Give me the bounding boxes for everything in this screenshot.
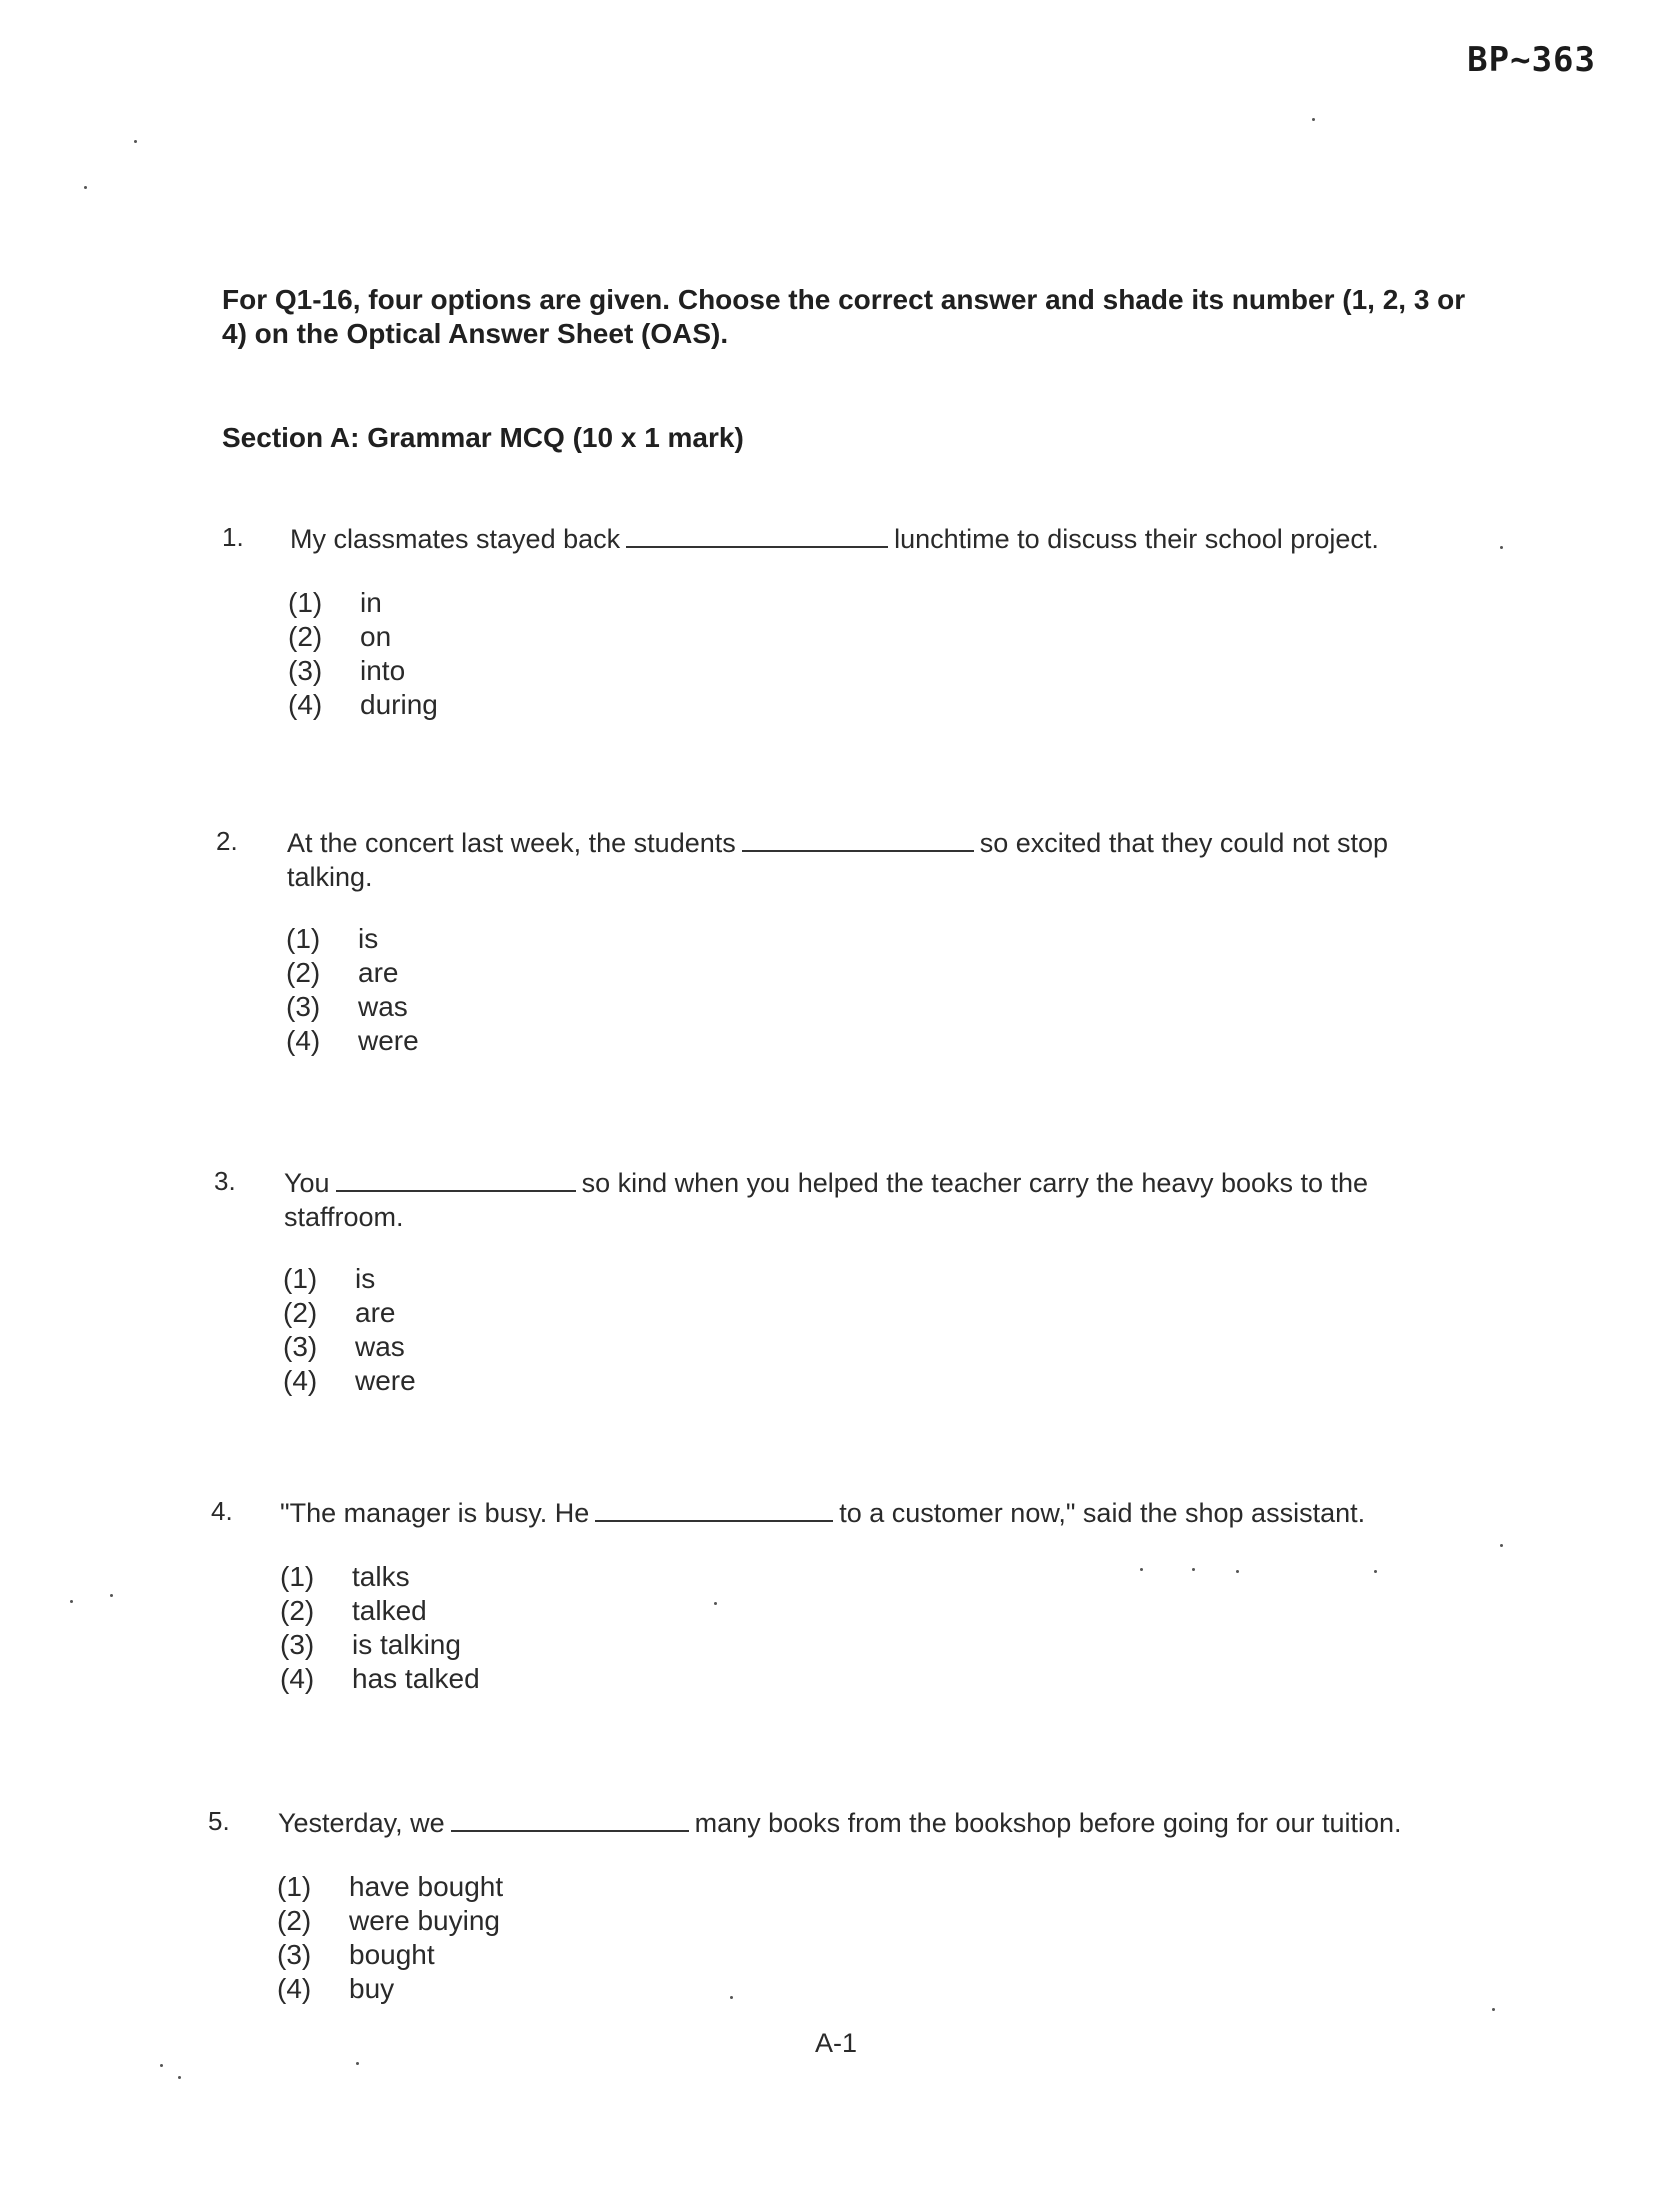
question-stem: Yesterday, we xyxy=(278,1808,445,1838)
option-text: talks xyxy=(352,1561,410,1592)
answer-blank xyxy=(742,832,974,852)
scan-speck xyxy=(714,1602,717,1605)
question-number: 1. xyxy=(222,522,244,552)
question-number: 2. xyxy=(216,826,238,856)
option-number: (4) xyxy=(286,1025,321,1056)
option-text: is xyxy=(355,1263,376,1294)
option-item xyxy=(280,1662,480,1696)
question-text xyxy=(287,826,1467,894)
option-item xyxy=(283,1262,416,1296)
option-item xyxy=(288,620,438,654)
option-item xyxy=(288,688,438,722)
option-text: during xyxy=(360,689,438,720)
option-number: (1) xyxy=(288,587,323,618)
option-number: (1) xyxy=(277,1871,312,1902)
question-stem: You xyxy=(284,1168,330,1198)
option-text: were buying xyxy=(349,1905,500,1936)
option-number: (2) xyxy=(286,957,321,988)
question-stem-end: many books from the bookshop before going for our tuition. xyxy=(694,1808,1402,1838)
options-list xyxy=(286,922,419,1058)
scan-speck xyxy=(160,2064,163,2067)
option-item xyxy=(280,1628,480,1662)
instructions: For Q1-16, four options are given. Choose the correct answer and shade its number (1, 2, 3 or 4) on the Optical Answer Sheet (OAS). xyxy=(222,284,1466,349)
answer-blank xyxy=(336,1172,576,1192)
option-item xyxy=(280,1560,480,1594)
option-item xyxy=(277,1972,503,2006)
answer-blank xyxy=(595,1502,833,1522)
scan-speck xyxy=(1500,546,1503,549)
scan-speck xyxy=(84,186,87,189)
question-stem: My classmates stayed back xyxy=(290,524,621,554)
option-item xyxy=(277,1904,503,1938)
options-list xyxy=(288,586,438,722)
option-number: (1) xyxy=(280,1561,315,1592)
question-stem-end: lunchtime to discuss their school project. xyxy=(894,524,1379,554)
scan-speck xyxy=(178,2076,181,2079)
option-item xyxy=(288,586,438,620)
question-stem: "The manager is busy. He xyxy=(280,1498,590,1528)
options-list xyxy=(283,1262,416,1398)
option-text: were xyxy=(358,1025,419,1056)
scan-speck xyxy=(1236,1570,1239,1573)
option-number: (3) xyxy=(280,1629,315,1660)
option-number: (1) xyxy=(283,1263,318,1294)
page-number: A-1 xyxy=(815,2028,858,2058)
option-text: buy xyxy=(349,1973,395,2004)
option-text: talked xyxy=(352,1595,427,1626)
question-number: 3. xyxy=(214,1166,236,1196)
scan-speck xyxy=(134,140,137,143)
question-text xyxy=(278,1806,1458,1840)
scan-speck xyxy=(1500,1544,1503,1547)
option-text: are xyxy=(355,1297,396,1328)
question-stem-end: to a customer now," said the shop assistant. xyxy=(839,1498,1366,1528)
scan-speck xyxy=(730,1996,733,1999)
option-item xyxy=(286,990,419,1024)
option-item xyxy=(277,1938,503,1972)
question-stem: At the concert last week, the students xyxy=(287,828,736,858)
option-text: on xyxy=(360,621,392,652)
scan-speck xyxy=(1140,1568,1143,1571)
answer-blank xyxy=(451,1812,689,1832)
options-list xyxy=(280,1560,480,1696)
scan-speck xyxy=(1192,1568,1195,1571)
scan-speck xyxy=(356,2062,359,2065)
option-item xyxy=(286,956,419,990)
option-text: have bought xyxy=(349,1871,504,1902)
option-text: was xyxy=(355,1331,405,1362)
question-text xyxy=(284,1166,1464,1234)
option-number: (4) xyxy=(283,1365,318,1396)
scan-speck xyxy=(1312,118,1315,121)
question-number: 4. xyxy=(211,1496,233,1526)
option-number: (3) xyxy=(283,1331,318,1362)
option-text: was xyxy=(358,991,408,1022)
scan-speck xyxy=(1492,2008,1495,2011)
option-number: (3) xyxy=(286,991,321,1022)
option-text: is xyxy=(358,923,379,954)
option-text: into xyxy=(360,655,406,686)
scan-speck xyxy=(1374,1570,1377,1573)
option-number: (2) xyxy=(277,1905,312,1936)
option-number: (3) xyxy=(277,1939,312,1970)
options-list xyxy=(277,1870,503,2006)
option-number: (2) xyxy=(288,621,323,652)
option-number: (4) xyxy=(277,1973,312,2004)
option-text: were xyxy=(355,1365,416,1396)
question-stem-end: so excited that they could not stop talking. xyxy=(287,828,1389,892)
option-item xyxy=(286,922,419,956)
answer-blank xyxy=(626,528,888,548)
question-text xyxy=(290,522,1470,556)
option-item xyxy=(280,1594,480,1628)
option-text: in xyxy=(360,587,382,618)
option-number: (2) xyxy=(280,1595,315,1626)
option-item xyxy=(283,1330,416,1364)
option-number: (2) xyxy=(283,1297,318,1328)
option-number: (1) xyxy=(286,923,321,954)
option-text: is talking xyxy=(352,1629,461,1660)
option-text: bought xyxy=(349,1939,435,1970)
option-item xyxy=(277,1870,503,1904)
option-item xyxy=(283,1296,416,1330)
option-item xyxy=(286,1024,419,1058)
section-title: Section A: Grammar MCQ (10 x 1 mark) xyxy=(222,422,744,453)
option-number: (4) xyxy=(288,689,323,720)
paper-code: BP~363 xyxy=(1467,40,1596,80)
option-item xyxy=(288,654,438,688)
question-text xyxy=(280,1496,1460,1530)
option-item xyxy=(283,1364,416,1398)
option-text: are xyxy=(358,957,399,988)
scan-speck xyxy=(110,1594,113,1597)
option-number: (4) xyxy=(280,1663,315,1694)
scan-speck xyxy=(70,1600,73,1603)
question-stem-end: so kind when you helped the teacher carry the heavy books to the staffroom. xyxy=(284,1168,1369,1232)
option-text: has talked xyxy=(352,1663,480,1694)
option-number: (3) xyxy=(288,655,323,686)
question-number: 5. xyxy=(208,1806,230,1836)
